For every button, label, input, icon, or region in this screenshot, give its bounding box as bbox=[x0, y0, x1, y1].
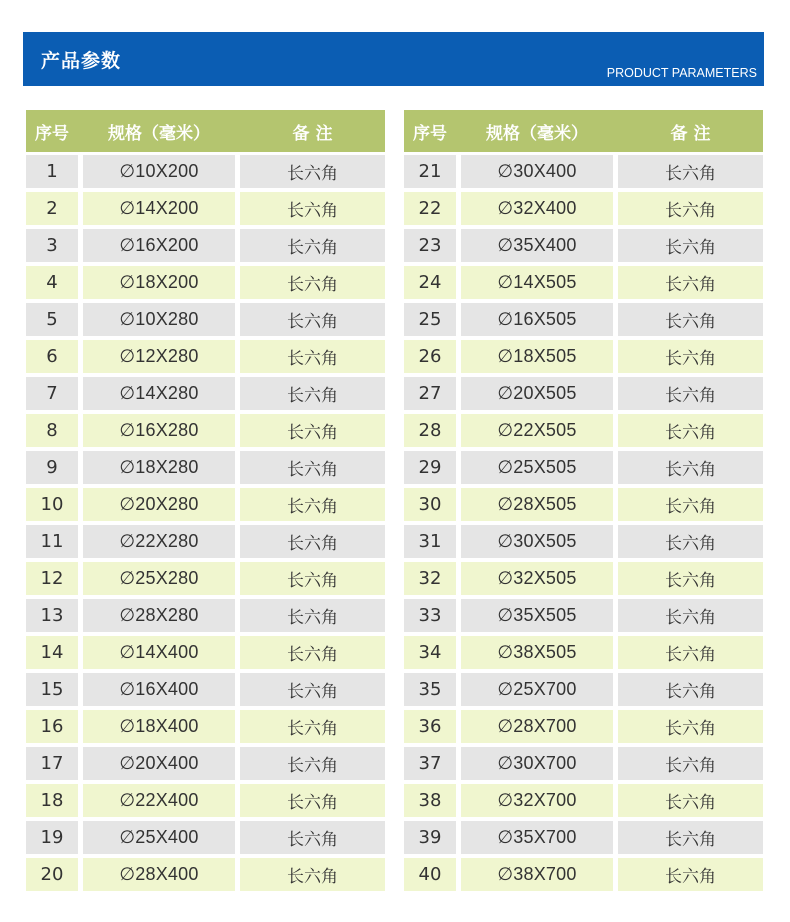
table-body bbox=[404, 152, 763, 892]
table-row bbox=[404, 337, 763, 374]
row-note: 长六角 bbox=[618, 192, 763, 225]
table-row bbox=[26, 707, 385, 744]
row-spec: ∅25X280 bbox=[83, 562, 235, 595]
row-spec: ∅38X700 bbox=[461, 858, 613, 891]
row-spec: ∅22X280 bbox=[83, 525, 235, 558]
row-number: 24 bbox=[404, 266, 456, 299]
row-note: 长六角 bbox=[240, 451, 385, 484]
row-number: 40 bbox=[404, 858, 456, 891]
row-number: 6 bbox=[26, 340, 78, 373]
row-number: 29 bbox=[404, 451, 456, 484]
row-spec: ∅28X280 bbox=[83, 599, 235, 632]
table-row bbox=[404, 152, 763, 189]
row-number: 28 bbox=[404, 414, 456, 447]
table-row bbox=[26, 263, 385, 300]
row-number: 9 bbox=[26, 451, 78, 484]
row-number: 5 bbox=[26, 303, 78, 336]
table-row bbox=[404, 781, 763, 818]
row-number: 23 bbox=[404, 229, 456, 262]
row-note: 长六角 bbox=[618, 636, 763, 669]
table-row bbox=[26, 300, 385, 337]
table-row bbox=[404, 189, 763, 226]
row-spec: ∅18X505 bbox=[461, 340, 613, 373]
table-row bbox=[404, 300, 763, 337]
table-row bbox=[404, 485, 763, 522]
row-note: 长六角 bbox=[240, 673, 385, 706]
row-spec: ∅22X400 bbox=[83, 784, 235, 817]
table-row bbox=[404, 448, 763, 485]
table-row bbox=[26, 855, 385, 892]
row-spec: ∅38X505 bbox=[461, 636, 613, 669]
table-row bbox=[26, 448, 385, 485]
row-spec: ∅14X200 bbox=[83, 192, 235, 225]
row-number: 1 bbox=[26, 155, 78, 188]
row-spec: ∅16X400 bbox=[83, 673, 235, 706]
row-spec: ∅18X200 bbox=[83, 266, 235, 299]
row-note: 长六角 bbox=[240, 562, 385, 595]
row-number: 17 bbox=[26, 747, 78, 780]
table-row bbox=[26, 411, 385, 448]
row-note: 长六角 bbox=[240, 414, 385, 447]
row-number: 20 bbox=[26, 858, 78, 891]
row-note: 长六角 bbox=[618, 340, 763, 373]
row-note: 长六角 bbox=[618, 488, 763, 521]
table-row bbox=[404, 633, 763, 670]
row-spec: ∅25X700 bbox=[461, 673, 613, 706]
row-spec: ∅14X280 bbox=[83, 377, 235, 410]
row-spec: ∅18X280 bbox=[83, 451, 235, 484]
row-spec: ∅32X400 bbox=[461, 192, 613, 225]
table-row bbox=[26, 596, 385, 633]
table-row bbox=[404, 670, 763, 707]
row-note: 长六角 bbox=[618, 673, 763, 706]
row-note: 长六角 bbox=[618, 451, 763, 484]
row-spec: ∅20X505 bbox=[461, 377, 613, 410]
row-spec: ∅35X400 bbox=[461, 229, 613, 262]
row-number: 38 bbox=[404, 784, 456, 817]
row-note: 长六角 bbox=[240, 192, 385, 225]
row-note: 长六角 bbox=[618, 155, 763, 188]
table-row bbox=[26, 559, 385, 596]
table-row bbox=[26, 744, 385, 781]
row-note: 长六角 bbox=[618, 229, 763, 262]
table-row bbox=[404, 707, 763, 744]
row-spec: ∅12X280 bbox=[83, 340, 235, 373]
row-spec: ∅30X505 bbox=[461, 525, 613, 558]
row-spec: ∅10X200 bbox=[83, 155, 235, 188]
row-spec: ∅20X280 bbox=[83, 488, 235, 521]
row-spec: ∅16X280 bbox=[83, 414, 235, 447]
table-row bbox=[26, 374, 385, 411]
row-number: 21 bbox=[404, 155, 456, 188]
row-spec: ∅20X400 bbox=[83, 747, 235, 780]
row-note: 长六角 bbox=[618, 266, 763, 299]
row-number: 11 bbox=[26, 525, 78, 558]
row-spec: ∅35X505 bbox=[461, 599, 613, 632]
row-note: 长六角 bbox=[240, 303, 385, 336]
table-row bbox=[26, 152, 385, 189]
row-spec: ∅10X280 bbox=[83, 303, 235, 336]
row-number: 32 bbox=[404, 562, 456, 595]
row-number: 19 bbox=[26, 821, 78, 854]
row-number: 10 bbox=[26, 488, 78, 521]
row-number: 12 bbox=[26, 562, 78, 595]
row-note: 长六角 bbox=[240, 636, 385, 669]
table-row bbox=[26, 337, 385, 374]
table-row bbox=[26, 633, 385, 670]
row-note: 长六角 bbox=[618, 377, 763, 410]
table-row bbox=[26, 189, 385, 226]
row-number: 3 bbox=[26, 229, 78, 262]
row-number: 7 bbox=[26, 377, 78, 410]
row-number: 39 bbox=[404, 821, 456, 854]
row-note: 长六角 bbox=[240, 155, 385, 188]
row-note: 长六角 bbox=[618, 414, 763, 447]
row-number: 4 bbox=[26, 266, 78, 299]
row-number: 25 bbox=[404, 303, 456, 336]
row-note: 长六角 bbox=[240, 821, 385, 854]
row-note: 长六角 bbox=[618, 710, 763, 743]
table-row bbox=[26, 818, 385, 855]
row-spec: ∅16X200 bbox=[83, 229, 235, 262]
row-number: 8 bbox=[26, 414, 78, 447]
row-number: 26 bbox=[404, 340, 456, 373]
params-table-right bbox=[404, 110, 763, 892]
row-note: 长六角 bbox=[618, 858, 763, 891]
table-row bbox=[26, 485, 385, 522]
table-row bbox=[404, 226, 763, 263]
row-note: 长六角 bbox=[240, 377, 385, 410]
row-note: 长六角 bbox=[240, 340, 385, 373]
row-spec: ∅16X505 bbox=[461, 303, 613, 336]
row-number: 16 bbox=[26, 710, 78, 743]
column-header-no: 序号 bbox=[413, 123, 447, 144]
row-note: 长六角 bbox=[618, 784, 763, 817]
table-row bbox=[26, 670, 385, 707]
row-number: 33 bbox=[404, 599, 456, 632]
row-note: 长六角 bbox=[240, 710, 385, 743]
row-spec: ∅25X505 bbox=[461, 451, 613, 484]
row-spec: ∅30X700 bbox=[461, 747, 613, 780]
row-number: 35 bbox=[404, 673, 456, 706]
table-row bbox=[26, 781, 385, 818]
row-note: 长六角 bbox=[618, 599, 763, 632]
table-row bbox=[404, 559, 763, 596]
row-spec: ∅22X505 bbox=[461, 414, 613, 447]
row-spec: ∅28X400 bbox=[83, 858, 235, 891]
column-header-note: 备 注 bbox=[670, 123, 711, 144]
row-number: 22 bbox=[404, 192, 456, 225]
column-header-no: 序号 bbox=[35, 123, 69, 144]
table-row bbox=[404, 411, 763, 448]
table-header-row bbox=[404, 110, 763, 152]
row-number: 14 bbox=[26, 636, 78, 669]
row-number: 18 bbox=[26, 784, 78, 817]
row-number: 37 bbox=[404, 747, 456, 780]
row-note: 长六角 bbox=[240, 266, 385, 299]
row-number: 34 bbox=[404, 636, 456, 669]
table-row bbox=[26, 226, 385, 263]
row-note: 长六角 bbox=[240, 747, 385, 780]
row-number: 30 bbox=[404, 488, 456, 521]
row-number: 27 bbox=[404, 377, 456, 410]
table-row bbox=[404, 263, 763, 300]
table-body bbox=[26, 152, 385, 892]
table-row bbox=[404, 522, 763, 559]
row-number: 15 bbox=[26, 673, 78, 706]
row-note: 长六角 bbox=[240, 784, 385, 817]
row-note: 长六角 bbox=[240, 858, 385, 891]
row-spec: ∅18X400 bbox=[83, 710, 235, 743]
table-header-row bbox=[26, 110, 385, 152]
row-spec: ∅35X700 bbox=[461, 821, 613, 854]
row-spec: ∅14X400 bbox=[83, 636, 235, 669]
row-note: 长六角 bbox=[240, 229, 385, 262]
table-row bbox=[404, 818, 763, 855]
row-spec: ∅30X400 bbox=[461, 155, 613, 188]
row-spec: ∅32X700 bbox=[461, 784, 613, 817]
row-spec: ∅14X505 bbox=[461, 266, 613, 299]
page-title: 产品参数 bbox=[41, 50, 122, 72]
column-header-spec: 规格（毫米） bbox=[108, 123, 210, 144]
row-note: 长六角 bbox=[618, 525, 763, 558]
table-row bbox=[404, 374, 763, 411]
row-number: 36 bbox=[404, 710, 456, 743]
table-row bbox=[404, 855, 763, 892]
row-note: 长六角 bbox=[618, 821, 763, 854]
row-note: 长六角 bbox=[618, 747, 763, 780]
row-note: 长六角 bbox=[240, 525, 385, 558]
row-note: 长六角 bbox=[618, 303, 763, 336]
row-spec: ∅28X700 bbox=[461, 710, 613, 743]
table-row bbox=[404, 744, 763, 781]
page-subtitle: PRODUCT PARAMETERS bbox=[606, 66, 757, 80]
row-spec: ∅32X505 bbox=[461, 562, 613, 595]
params-table-left bbox=[26, 110, 385, 892]
row-note: 长六角 bbox=[240, 599, 385, 632]
row-note: 长六角 bbox=[240, 488, 385, 521]
table-row bbox=[26, 522, 385, 559]
row-number: 13 bbox=[26, 599, 78, 632]
column-header-spec: 规格（毫米） bbox=[486, 123, 588, 144]
table-row bbox=[404, 596, 763, 633]
row-spec: ∅28X505 bbox=[461, 488, 613, 521]
row-number: 31 bbox=[404, 525, 456, 558]
column-header-note: 备 注 bbox=[292, 123, 333, 144]
row-note: 长六角 bbox=[618, 562, 763, 595]
row-number: 2 bbox=[26, 192, 78, 225]
row-spec: ∅25X400 bbox=[83, 821, 235, 854]
header-banner bbox=[23, 32, 764, 86]
